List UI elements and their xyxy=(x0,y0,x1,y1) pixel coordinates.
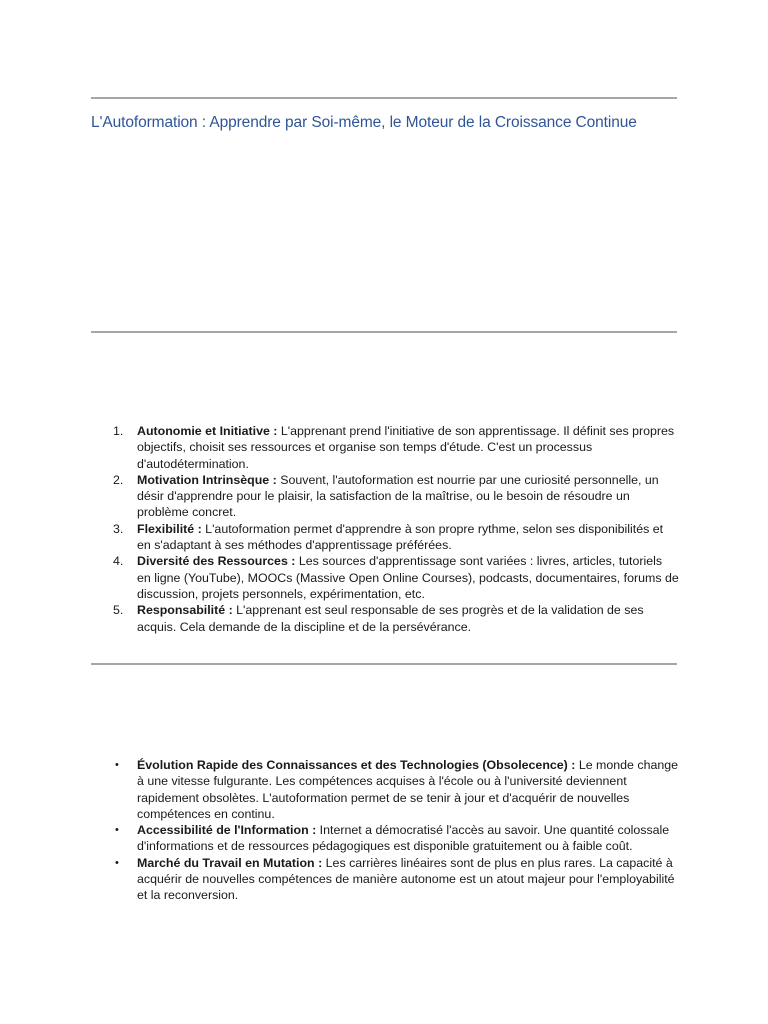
bullet-icon: • xyxy=(115,856,119,869)
list-item-text: L'apprenant est seul responsable de ses progrès et de la validation de ses acquis. Cela demande de la discipline et de la persévérance. xyxy=(137,603,644,634)
list-item-text: Les sources d'apprentissage sont variées : livres, articles, tutoriels en ligne (YouTube), MOOCs (Massive Open Online Courses), podcasts, documentaires, forums de discussion, projets personnels, expérimentation, etc. xyxy=(137,554,679,601)
list-item-term: Responsabilité : xyxy=(137,603,233,618)
list-number: 2. xyxy=(113,472,124,487)
horizontal-rule xyxy=(91,331,677,333)
list-item-text: L'apprenant prend l'initiative de son apprentissage. Il définit ses propres objectifs, choisit ses ressources et organise son temps d'étude. C'est un processus d'autodétermination. xyxy=(137,424,675,471)
bullet-icon: • xyxy=(115,759,119,771)
list-item-term: Diversité des Ressources : xyxy=(137,554,296,569)
list-number: 1. xyxy=(113,424,124,438)
list-item-text: Internet a démocratisé l'accès au savoir. Une quantité colossale d'informations et de ressources pédagogiques est disponible gratuitement ou à faible coût. xyxy=(137,823,670,854)
list-number: 3. xyxy=(113,521,124,536)
horizontal-rule xyxy=(91,97,677,99)
list-item xyxy=(115,822,679,855)
list-item-term: Flexibilité : xyxy=(137,521,202,536)
list-item-term: Accessibilité de l'Information : xyxy=(137,823,317,838)
list-item xyxy=(113,553,679,602)
document-title: L'Autoformation : Apprendre par Soi-même, le Moteur de la Croissance Continue xyxy=(91,114,637,131)
list-item xyxy=(115,757,679,822)
list-item-term: Marché du Travail en Mutation : xyxy=(137,855,323,870)
list-number: 4. xyxy=(113,554,124,569)
list-item-term: Évolution Rapide des Connaissances et des Technologies (Obsolecence) : xyxy=(137,758,576,772)
bullet-icon: • xyxy=(115,824,119,837)
list-item-term: Motivation Intrinsèque : xyxy=(137,472,277,487)
horizontal-rule xyxy=(91,663,677,665)
list-item xyxy=(113,521,679,554)
list-item-term: Autonomie et Initiative : xyxy=(137,424,278,438)
list-item-text: L'autoformation permet d'apprendre à son propre rythme, selon ses disponibilités et en s'adaptant à ses méthodes d'apprentissage préférées. xyxy=(137,521,664,553)
list-item-text: Les carrières linéaires sont de plus en plus rares. La capacité à acquérir de nouvelles compétences de manière autonome est un atout majeur pour l'employabilité et la reconversion. xyxy=(137,855,675,903)
list-item xyxy=(113,602,679,635)
list-item xyxy=(115,855,679,904)
list-item xyxy=(113,472,679,521)
characteristics-list xyxy=(113,423,679,635)
list-number: 5. xyxy=(113,603,124,618)
list-item-text: Souvent, l'autoformation est nourrie par une curiosité personnelle, un désir d'apprendre pour le plaisir, la satisfaction de la maîtrise, ou le besoin de résoudre un problème concret. xyxy=(137,472,659,520)
list-item-text: Le monde change à une vitesse fulgurante. Les compétences acquises à l'école ou à l'université deviennent rapidement obsolètes. L'autoformation permet de se tenir à jour et d'acquérir de nouvelles compétences en continu. xyxy=(137,758,679,821)
reasons-list xyxy=(115,757,679,904)
list-item xyxy=(113,423,679,472)
